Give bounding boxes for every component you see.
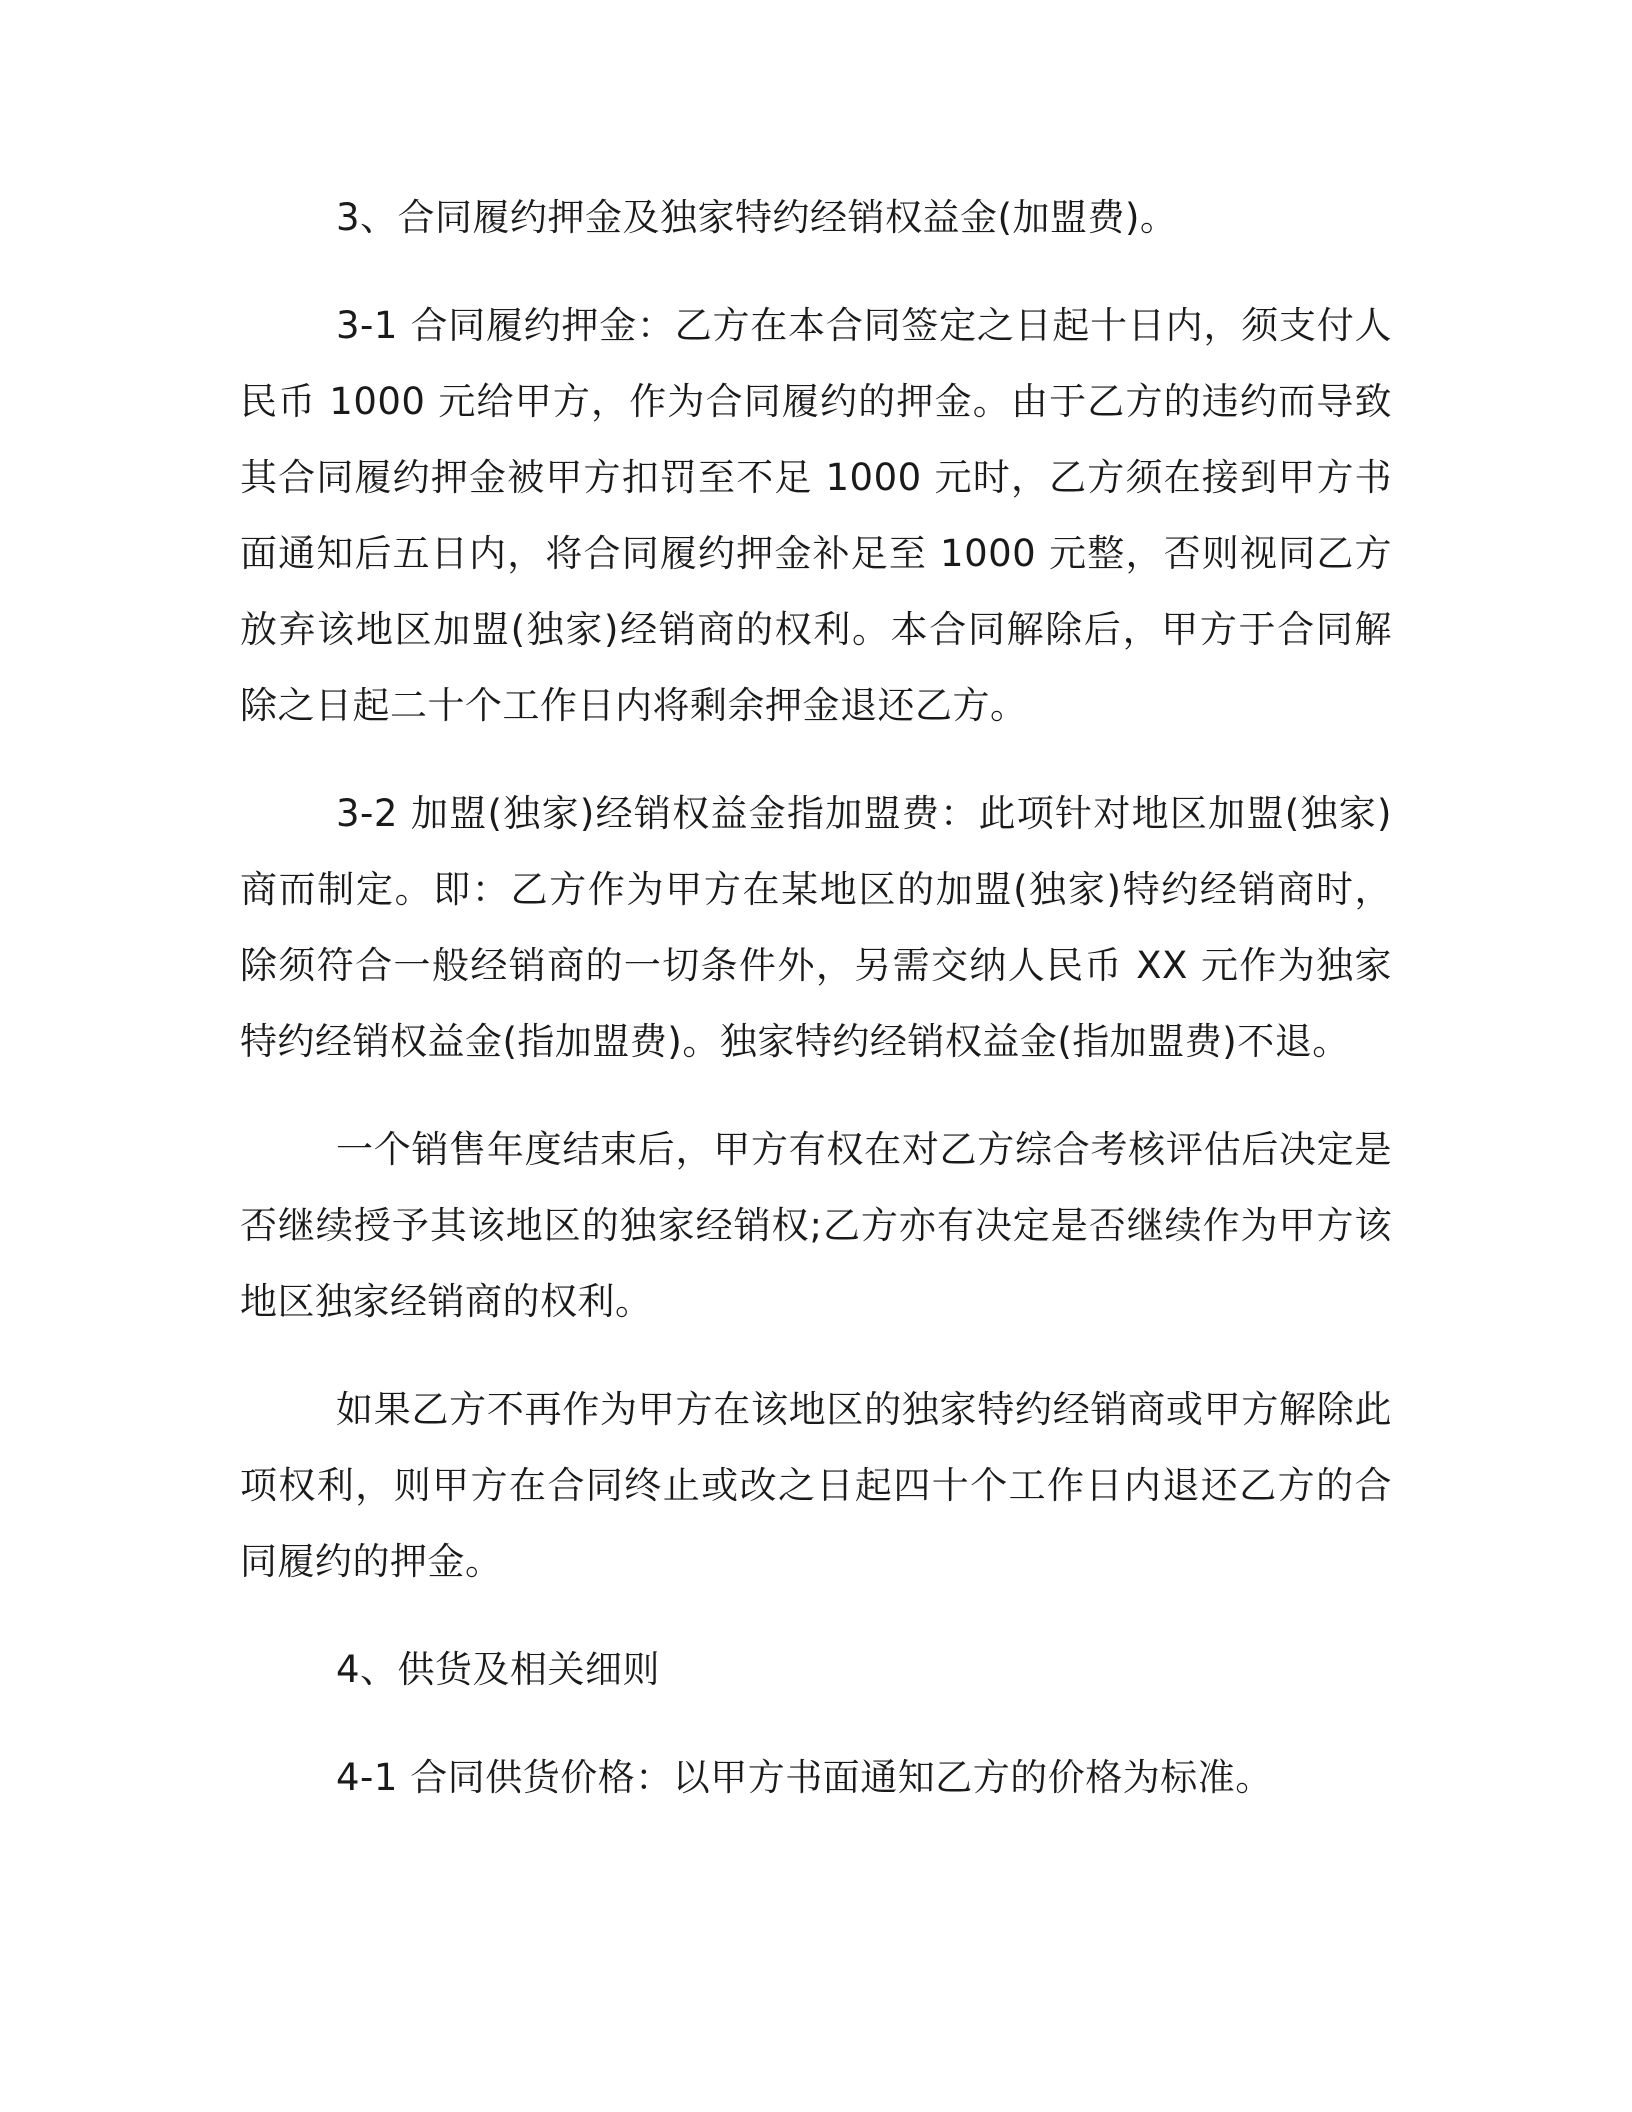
clause-3-2-paragraph: 3-2 加盟(独家)经销权益金指加盟费：此项针对地区加盟(独家)商而制定。即：乙方作为甲方在某地区的加盟(独家)特约经销商时，除须符合一般经销商的一切条件外，另需交纳人民币 XX 元作为独家特约经销权益金(指加盟费)。独家特约经销权益金(指加盟费)不退。	[240, 792, 1392, 1063]
document-body	[240, 180, 1392, 1848]
annual-review-paragraph: 一个销售年度结束后，甲方有权在对乙方综合考核评估后决定是否继续授予其该地区的独家经销权;乙方亦有决定是否继续作为甲方该地区独家经销商的权利。	[240, 1128, 1392, 1323]
section-3-heading: 3、合同履约押金及独家特约经销权益金(加盟费)。	[336, 196, 1178, 239]
clause-4-1-paragraph: 4-1 合同供货价格：以甲方书面通知乙方的价格为标准。	[336, 1756, 1273, 1799]
section-4-heading: 4、供货及相关细则	[336, 1648, 661, 1691]
deposit-refund-paragraph: 如果乙方不再作为甲方在该地区的独家特约经销商或甲方解除此项权利，则甲方在合同终止或改之日起四十个工作日内退还乙方的合同履约的押金。	[240, 1388, 1392, 1583]
clause-3-1-paragraph: 3-1 合同履约押金：乙方在本合同签定之日起十日内，须支付人民币 1000 元给甲方，作为合同履约的押金。由于乙方的违约而导致其合同履约押金被甲方扣罚至不足 1000 元时，乙方须在接到甲方书面通知后五日内，将合同履约押金补足至 1000 元整，否则视同乙方放弃该地区加盟(独家)经销商的权利。本合同解除后，甲方于合同解除之日起二十个工作日内将剩余押金退还乙方。	[240, 304, 1392, 727]
